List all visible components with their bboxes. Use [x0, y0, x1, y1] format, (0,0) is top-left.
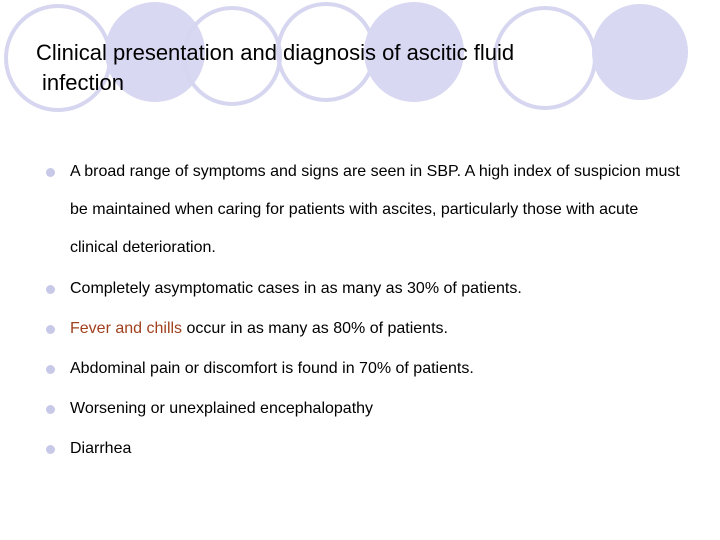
bullet-text: Abdominal pain or discomfort is found in 70% of patients. — [70, 360, 474, 377]
bullet-text: Completely asymptomatic cases in as many as 30% of patients. — [70, 280, 522, 297]
bullet-item — [46, 359, 686, 379]
bullet-text: Diarrhea — [70, 440, 132, 457]
bullet-text: Worsening or unexplained encephalopathy — [70, 400, 374, 417]
bullet-item — [46, 319, 686, 339]
slide-title-line2: infection — [42, 70, 124, 95]
bullet-item — [46, 439, 686, 459]
bullet-dot-icon — [46, 445, 55, 454]
bullet-item — [46, 279, 686, 299]
bullet-dot-icon — [46, 168, 55, 177]
bullet-dot-icon — [46, 285, 55, 294]
bullet-highlight-text: Fever and chills — [70, 320, 183, 337]
bullet-list — [46, 155, 686, 459]
slide-title — [36, 38, 656, 98]
slide-title-line1: Clinical presentation and diagnosis of ascitic fluid — [36, 40, 515, 65]
bullet-dot-icon — [46, 365, 55, 374]
bullet-item — [46, 399, 686, 419]
bullet-dot-icon — [46, 405, 55, 414]
bullet-item — [46, 153, 686, 267]
bullet-text: occur in as many as 80% of patients. — [182, 320, 448, 337]
bullet-text: A broad range of symptoms and signs are seen in SBP. A high index of suspicion must be maintained when caring for patients with ascites, particularly those with acute clinical deterioration. — [70, 163, 680, 256]
bullet-dot-icon — [46, 325, 55, 334]
